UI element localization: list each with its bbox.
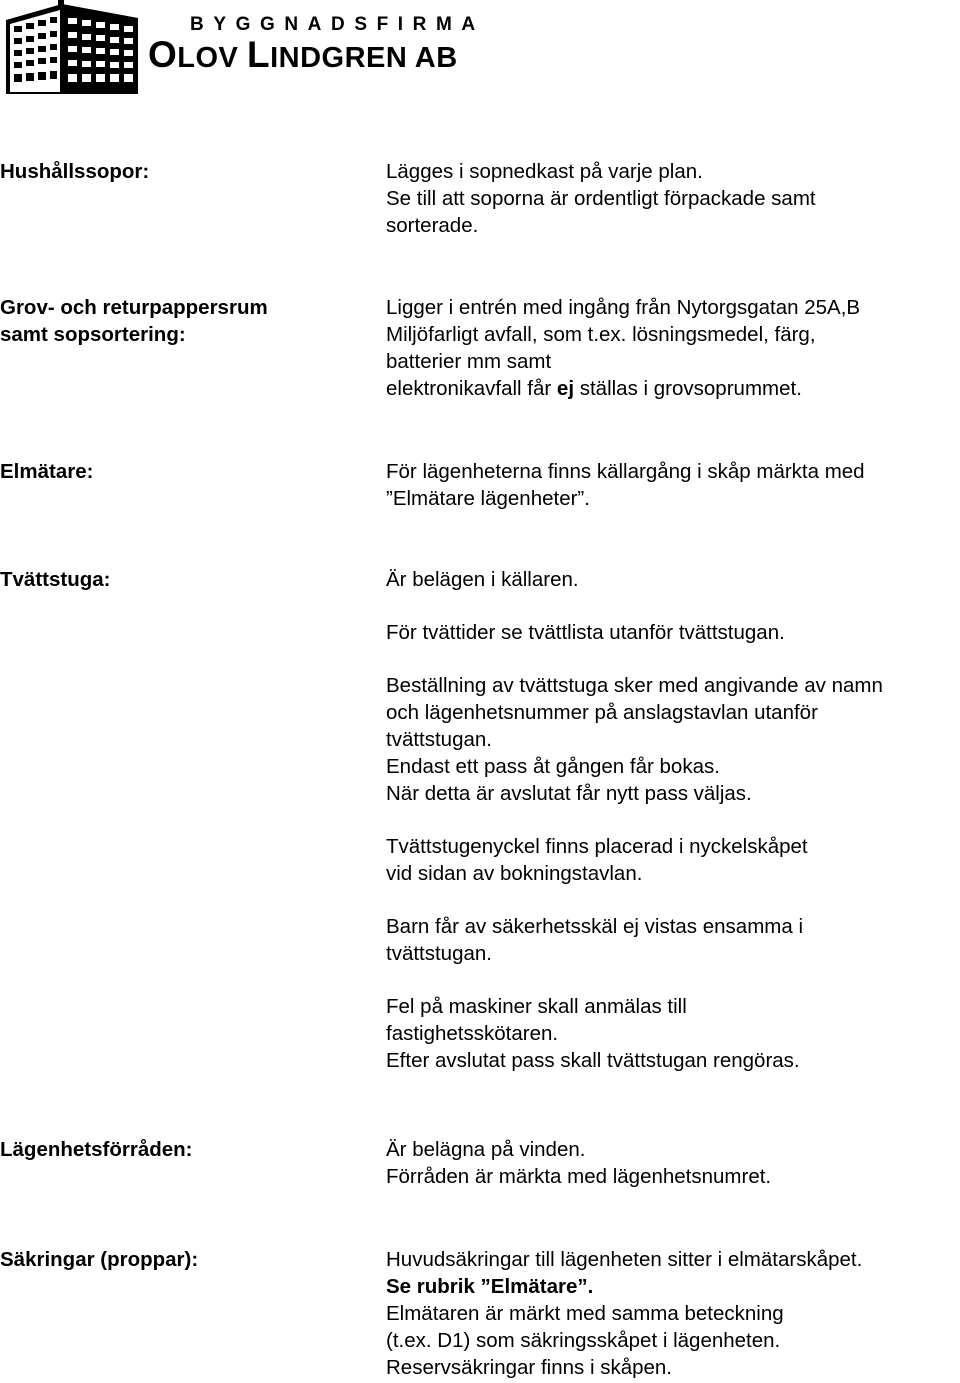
company-name: OLOV LINDGREN AB [148,34,458,75]
section-content-sakringar: Huvudsäkringar till lägenheten sitter i elmätarskåpet. Se rubrik ”Elmätare”. Elmätaren är märkt med samma beteckning (t.ex. D1) som säkringsskåpet i lägenheten. Reservsäkringar finns i skåpen. [386,1248,863,1379]
section-content-tvattstuga: Är belägen i källaren. För tvättider se tvättlista utanför tvättstugan. Beställning av tvättstuga sker med angivande av namn och lägenhetsnummer på anslagstavlan utanför tvättstugan. Endast ett pass åt gången får bokas. När detta är avslutat får nytt pass väljas. Tvättstugenyckel finns placerad i nyckelskåpet vid sidan av bokningstavlan. Barn får av säkerhetsskäl ej vistas ensamma i tvättstugan. Fel på maskiner skall anmälas till fastighetsskötaren. Efter avslutat pass skall tvättstugan rengöras. [386,568,883,1072]
section-content-hushallssopor: Lägges i sopnedkast på varje plan. Se till att soporna är ordentligt förpackade samt sorterade. [386,160,816,237]
section-content-grovsoprum: Ligger i entrén med ingång från Nytorgsgatan 25A,B Miljöfarligt avfall, som t.ex. lösningsmedel, färg, batterier mm samt elektronikavfall får ej ställas i grovsoprummet. [386,296,861,400]
section-label-grovsoprum: Grov- och returpappersrum samt sopsortering: [0,296,268,346]
section-label-elmatare: Elmätare: [0,460,94,483]
building-logo-icon [2,0,142,96]
section-content-forraden: Är belägna på vinden. Förråden är märkta med lägenhetsnumret. [386,1138,772,1188]
section-label-tvattstuga: Tvättstuga: [0,568,111,591]
section-label-sakringar: Säkringar (proppar): [0,1248,199,1271]
section-label-hushallssopor: Hushållssopor: [0,160,150,183]
company-type-label: BYGGNADSFIRMA [190,14,485,35]
section-label-forraden: Lägenhetsförråden: [0,1138,193,1161]
section-content-elmatare: För lägenheterna finns källargång i skåp märkta med ”Elmätare lägenheter”. [386,460,865,510]
